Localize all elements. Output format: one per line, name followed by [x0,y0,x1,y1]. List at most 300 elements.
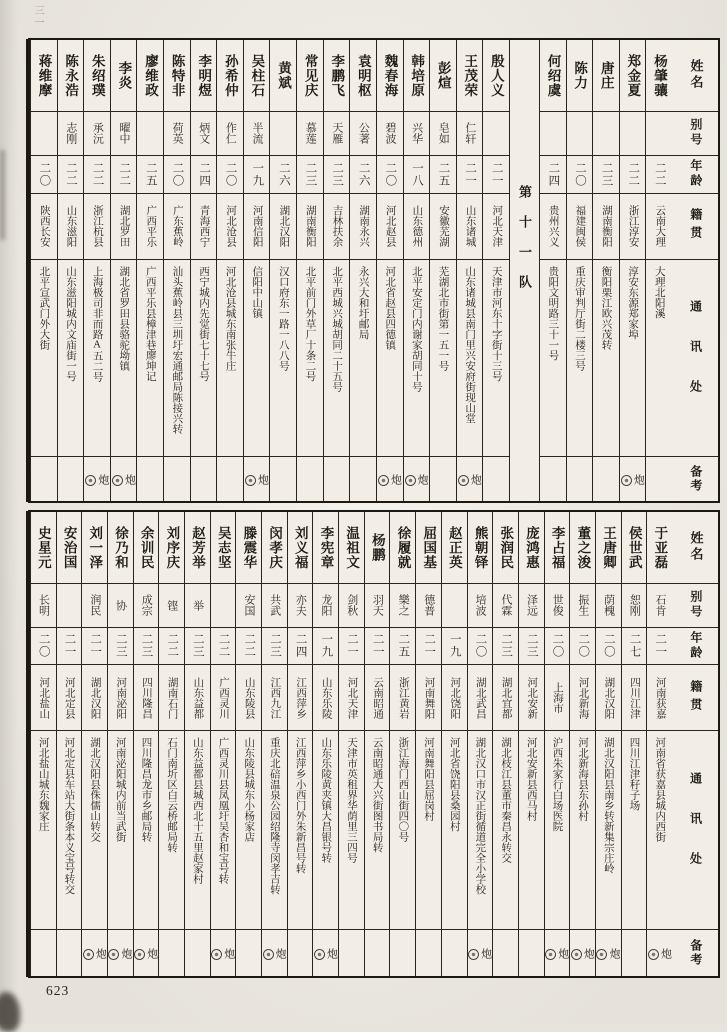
origin-cell: 浙江杭县 [84,194,110,260]
remark-cell [58,457,84,501]
row-header-age: 年龄 [672,156,718,194]
person-column [235,512,261,976]
row-header-name: 姓名 [672,40,718,112]
name-cell: 蒋维摩 [31,40,57,112]
alias-cell [646,112,672,156]
person-column [243,40,270,501]
age-cell: 二七 [622,628,647,666]
name-cell: 徐乃和 [108,512,133,584]
person-column [110,40,137,501]
remark-cell [111,457,137,501]
row-header-age: 年龄 [672,628,718,666]
address-cell: 永兴大和圩邮局 [350,260,376,458]
name-cell: 滕震华 [236,512,261,584]
name-cell: 黄斌 [270,40,296,112]
origin-cell: 湖南衡阳 [593,194,619,260]
name-cell: 庞鸿惠 [519,512,544,584]
address-cell: 云南昭通大兴街图书局转 [365,731,390,930]
remark-cell [540,457,566,501]
address-cell: 北平宣武门外大街 [31,260,57,458]
alias-cell: 石肯 [647,584,672,628]
remark-cell [84,457,110,501]
artillery-remark-glyph: 炮 [94,947,107,959]
age-cell: 二一 [457,156,483,194]
alias-cell [211,584,236,628]
person-column [349,40,376,501]
person-column [184,512,210,976]
age-cell: 二一 [57,628,82,666]
address-cell: 广西平乐县樟津巷廖坤记 [137,260,163,458]
name-cell: 徐履就 [390,512,415,584]
name-cell: 杨鹏 [365,512,390,584]
alias-cell: 铿 [159,584,184,628]
artillery-remark-glyph: 炮 [632,473,645,485]
address-cell: 贵阳文明路三十一号 [540,260,566,458]
name-cell: 陈特非 [164,40,190,112]
address-cell: 湖北汉阳县南乡转新集宗庄岭 [596,731,621,930]
address-cell: 湖北省罗田县骆驼坳镇 [111,260,137,458]
remark-cell [339,930,364,976]
alias-cell: 德普 [416,584,441,628]
person-column [158,512,184,976]
name-cell: 唐庄 [593,40,619,112]
address-cell: 重庆北碚温泉公园绍隆寺闵孝吉转 [262,731,287,930]
person-column [544,512,570,976]
unit-divider-column [509,40,539,501]
origin-cell: 云南昭通 [365,665,390,731]
person-column [56,512,82,976]
remark-cell [519,930,544,976]
person-column [389,512,415,976]
address-cell: 山东乐陵黄夹镇大昌银号转 [313,731,338,930]
remark-cell [620,457,646,501]
name-cell: 常见庆 [297,40,323,112]
age-cell: 二二 [58,156,84,194]
alias-cell: 培波 [468,584,493,628]
age-cell: 二二 [646,156,672,194]
remark-cell [211,930,236,976]
person-column [163,40,190,501]
person-column [269,40,296,501]
remark-number-circle-icon [648,949,659,960]
name-cell: 李明煜 [191,40,217,112]
artillery-remark-glyph: 炮 [416,473,429,485]
age-cell: 二五 [137,156,163,194]
remark-cell [377,457,403,501]
age-cell: 二一 [365,628,390,666]
scan-smudge-left-edge [0,150,5,240]
name-cell: 陈力 [567,40,593,112]
person-column [83,40,110,501]
remark-number-circle-icon [134,949,145,960]
person-column [619,40,646,501]
alias-cell: 举 [185,584,210,628]
alias-cell [137,112,163,156]
origin-cell: 安徽芜湖 [430,194,456,260]
origin-cell: 河南泌阳 [108,665,133,731]
person-column [456,40,483,501]
age-cell: 一九 [442,628,467,666]
name-cell: 屈国基 [416,512,441,584]
origin-cell: 湖北汉阳 [82,665,107,731]
person-column [81,512,107,976]
person-column [467,512,493,976]
age-cell: 二三 [262,628,287,666]
remark-cell [596,930,621,976]
person-column [133,512,159,976]
origin-cell: 山东德州 [404,194,430,260]
address-cell: 沪西朱家行白场医院 [545,731,570,930]
row-header-origin: 籍贯 [672,194,718,260]
name-cell: 韩培原 [404,40,430,112]
age-cell: 二四 [288,628,313,666]
address-cell: 浙江海门西山街四〇号 [390,731,415,930]
remark-cell [350,457,376,501]
person-column [261,512,287,976]
alias-cell [57,584,82,628]
person-column [57,40,84,501]
remark-cell [593,457,619,501]
address-cell: 山东益都县城西北十五里赵家村 [185,731,210,930]
row-header-origin: 籍贯 [672,665,718,731]
origin-cell: 湖北汉阳 [596,665,621,731]
address-cell: 河南舞阳县屈岗村 [416,731,441,930]
origin-cell: 河北天津 [339,665,364,731]
name-cell: 史星元 [31,512,56,584]
person-column [569,512,595,976]
remark-cell [567,457,593,501]
address-cell: 四川江津秄子场 [622,731,647,930]
alias-cell: 志刚 [58,112,84,156]
age-cell: 二〇 [377,156,403,194]
age-cell: 二〇 [31,156,57,194]
remark-cell [288,930,313,976]
remark-cell [270,457,296,501]
origin-cell: 山东滋阳 [58,194,84,260]
age-cell: 二六 [350,156,376,194]
remark-cell [159,930,184,976]
remark-cell [217,457,243,501]
name-cell: 李鹏飞 [324,40,350,112]
alias-cell: 共武 [262,584,287,628]
address-cell: 河北省赵县四德镇 [377,260,403,458]
origin-cell: 河北定县 [57,665,82,731]
address-cell: 衡阳栗江欧兴茂转 [593,260,619,458]
origin-cell: 四川隆昌 [134,665,159,731]
remark-number-circle-icon [571,949,582,960]
person-column [482,40,509,501]
address-cell: 淳安东源郑家埠 [620,260,646,458]
address-cell: 河南泌阳城内前当武街 [108,731,133,930]
age-cell: 二二 [111,156,137,194]
name-cell: 安治国 [57,512,82,584]
address-cell: 芜湖北市街第一五一号 [430,260,456,458]
artillery-remark-glyph: 炮 [123,473,136,485]
name-cell: 熊朝铎 [468,512,493,584]
origin-cell: 江西萍乡 [288,665,313,731]
person-column [296,40,323,501]
origin-cell: 山东乐陵 [313,665,338,731]
row-header-column [672,512,718,976]
age-cell: 二三 [519,628,544,666]
age-cell: 二六 [270,156,296,194]
remark-number-circle-icon [621,475,632,486]
alias-cell [540,112,566,156]
artillery-remark-glyph: 炮 [389,473,402,485]
remark-number-circle-icon [112,475,123,486]
page-number: 623 [46,983,70,998]
name-cell: 郑金夏 [620,40,646,112]
age-cell: 二一 [647,628,672,666]
address-cell: 河北安新县西马村 [519,731,544,930]
origin-cell: 湖北汉阳 [270,194,296,260]
alias-cell: 泽远 [519,584,544,628]
person-column [287,512,313,976]
age-cell: 二五 [390,628,415,666]
origin-cell: 湖南石门 [159,665,184,731]
address-cell: 山东陵县城东小杨家店 [236,731,261,930]
address-cell: 广西灵川县凤凰圩吴杏和宝号转 [211,731,236,930]
origin-cell: 山东益都 [185,665,210,731]
alias-cell: 曜中 [111,112,137,156]
origin-cell: 上海市 [545,665,570,731]
remark-cell [442,930,467,976]
origin-cell: 江西九江 [262,665,287,731]
age-cell: 二一 [416,628,441,666]
alias-cell [442,584,467,628]
origin-cell: 河北赵县 [377,194,403,260]
name-cell: 侯世武 [622,512,647,584]
address-cell: 河北定县车站大街条本义宝号转交 [57,731,82,930]
address-cell: 湖北汉口市汉正街循道完全小学校 [468,731,493,930]
alias-cell: 成宗 [134,584,159,628]
origin-cell: 青海西宁 [191,194,217,260]
address-cell: 河北盐山城东魏家庄 [31,731,56,930]
age-cell: 二〇 [570,628,595,666]
remark-cell [457,457,483,501]
origin-cell: 湖北罗田 [111,194,137,260]
remark-cell [545,930,570,976]
address-cell: 北平安定门内谢家胡同十号 [404,260,430,458]
alias-cell: 长明 [31,584,56,628]
artillery-remark-glyph: 炮 [479,947,492,959]
age-cell: 二二 [84,156,110,194]
age-cell: 二〇 [31,628,56,666]
address-cell: 河北新海县东孙村 [570,731,595,930]
origin-cell: 山东陵县 [236,665,261,731]
name-cell: 朱绍璞 [84,40,110,112]
origin-cell: 贵州兴义 [540,194,566,260]
alias-cell: 炳文 [191,112,217,156]
age-cell: 二二 [620,156,646,194]
name-cell: 魏春海 [377,40,403,112]
alias-cell: 荫槐 [596,584,621,628]
person-column [539,40,566,501]
alias-cell: 天雁 [324,112,350,156]
person-column [30,512,56,976]
remark-cell [262,930,287,976]
person-column [595,512,621,976]
artillery-remark-glyph: 炮 [96,473,109,485]
remark-cell [137,457,163,501]
age-cell: 二三 [108,628,133,666]
artillery-remark-glyph: 炮 [469,473,482,485]
age-cell: 二三 [593,156,619,194]
address-cell: 湖北汉阳县侏儒山转交 [82,731,107,930]
person-column [190,40,217,501]
remark-cell [82,930,107,976]
person-column [646,512,672,976]
name-cell: 余训民 [134,512,159,584]
remark-cell [646,457,672,501]
artillery-remark-glyph: 炮 [145,947,158,959]
row-header-alias: 别号 [672,584,718,628]
age-cell: 二四 [191,156,217,194]
alias-cell [270,112,296,156]
age-cell: 一八 [404,156,430,194]
artillery-remark-glyph: 炮 [582,947,595,959]
artillery-remark-glyph: 炮 [556,947,569,959]
remark-cell [647,930,672,976]
age-cell: 一九 [244,156,270,194]
address-cell: 信阳中山镇 [244,260,270,458]
age-cell: 二二 [211,628,236,666]
alias-cell: 半流 [244,112,270,156]
remark-number-circle-icon [314,949,325,960]
remark-cell [622,930,647,976]
name-cell: 赵芳举 [185,512,210,584]
origin-cell: 湖南永兴 [350,194,376,260]
name-cell: 于亚磊 [647,512,672,584]
artillery-remark-glyph: 炮 [274,947,287,959]
age-cell: 二二 [236,628,261,666]
remark-number-circle-icon [83,949,94,960]
person-column [621,512,647,976]
person-column [210,512,236,976]
origin-cell: 广西平乐 [137,194,163,260]
name-cell: 廖维政 [137,40,163,112]
artillery-remark-glyph: 炮 [325,947,338,959]
name-cell: 温祖文 [339,512,364,584]
remark-cell [324,457,350,501]
address-cell: 石门南圻区白云桥邮局转 [159,731,184,930]
origin-cell: 吉林扶余 [324,194,350,260]
remark-cell [185,930,210,976]
row-header-name: 姓名 [672,512,718,584]
alias-cell: 荷英 [164,112,190,156]
origin-cell: 四川江津 [622,665,647,731]
name-cell: 王唐卿 [596,512,621,584]
remark-number-circle-icon [596,949,607,960]
remark-number-circle-icon [245,475,256,486]
age-cell: 二〇 [164,156,190,194]
origin-cell: 河北沧县 [217,194,243,260]
address-cell: 大理北阳溪 [646,260,672,458]
remark-cell [483,457,509,501]
row-header-alias: 别号 [672,112,718,156]
origin-cell: 陕西长安 [31,194,57,260]
remark-cell [570,930,595,976]
scan-smudge-corner [0,992,20,1032]
origin-cell: 浙江黄岩 [390,665,415,731]
alias-cell: 龙阳 [313,584,338,628]
alias-cell [593,112,619,156]
name-cell: 李炎 [111,40,137,112]
age-cell: 二三 [297,156,323,194]
person-column [364,512,390,976]
artillery-remark-glyph: 炮 [659,947,672,959]
person-column [592,40,619,501]
name-cell: 刘序庆 [159,512,184,584]
age-cell: 二三 [493,628,518,666]
name-cell: 李宪章 [313,512,338,584]
age-cell: 二〇 [468,628,493,666]
person-column [323,40,350,501]
address-cell: 重庆审判厅街二楼三号 [567,260,593,458]
alias-cell: 代霖 [493,584,518,628]
person-column [441,512,467,976]
origin-cell: 河南获嘉 [647,665,672,731]
remark-cell [404,457,430,501]
remark-cell [297,457,323,501]
row-header-remarks: 备考 [688,465,703,494]
person-column [136,40,163,501]
margin-pencil-mark: 三一 [32,5,43,29]
address-cell: 山东诸城县南门里兴安府街现山堂 [457,260,483,458]
person-column [429,40,456,501]
person-column [376,40,403,501]
age-cell: 二二 [159,628,184,666]
person-column [518,512,544,976]
alias-cell: 协 [108,584,133,628]
address-cell: 天津市英租界华荫里三四号 [339,731,364,930]
alias-cell: 剑秋 [339,584,364,628]
name-cell: 赵正英 [442,512,467,584]
age-cell: 二〇 [217,156,243,194]
alias-cell: 安国 [236,584,261,628]
remark-cell [191,457,217,501]
row-header-remarks: 备考 [688,939,703,968]
origin-cell: 河北天津 [483,194,509,260]
alias-cell: 慕莲 [297,112,323,156]
person-column [403,40,430,501]
name-cell: 吴柱石 [244,40,270,112]
remark-number-circle-icon [85,475,96,486]
register-table-top [28,38,720,503]
person-column [566,40,593,501]
remark-cell [57,930,82,976]
remark-cell [390,930,415,976]
artillery-remark-glyph: 炮 [120,947,133,959]
alias-cell: 承沅 [84,112,110,156]
remark-cell [164,457,190,501]
origin-cell: 河北饶阳 [442,665,467,731]
alias-cell [483,112,509,156]
alias-cell [31,112,57,156]
origin-cell: 河北新海 [570,665,595,731]
person-column [492,512,518,976]
person-column [107,512,133,976]
remark-cell [108,930,133,976]
origin-cell: 河北盐山 [31,665,56,731]
origin-cell: 山东诸城 [457,194,483,260]
origin-cell: 河北安新 [519,665,544,731]
remark-number-circle-icon [108,949,119,960]
remark-cell [468,930,493,976]
age-cell: 二三 [324,156,350,194]
remark-number-circle-icon [468,949,479,960]
age-cell: 一九 [313,628,338,666]
